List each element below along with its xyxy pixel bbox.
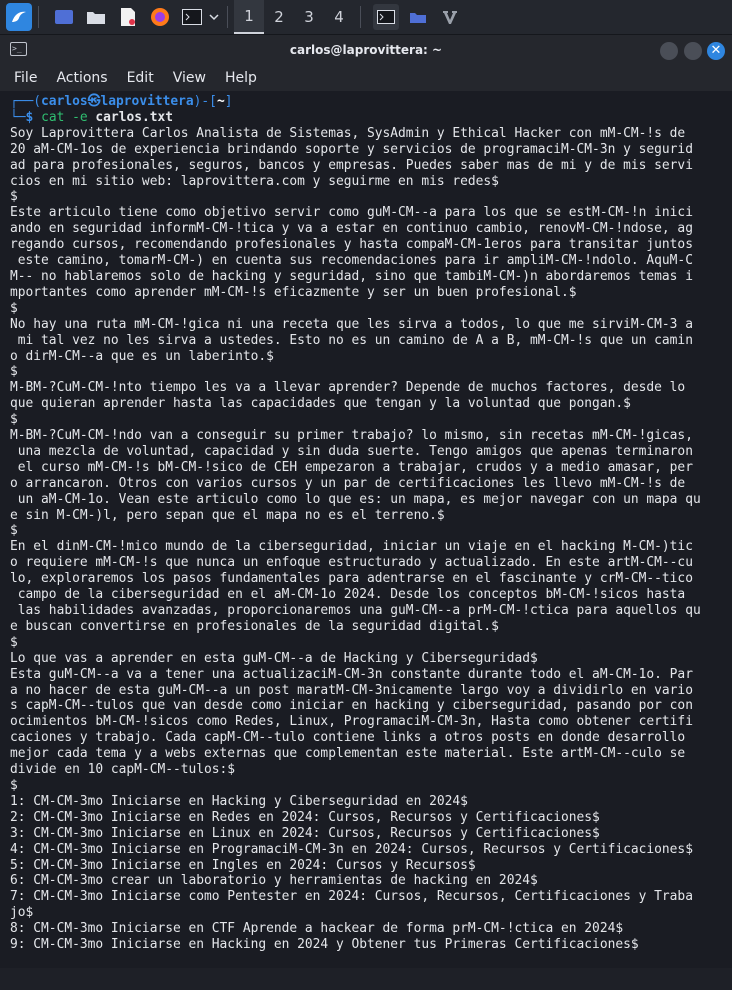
output-line: e buscan convertirse en profesionales de la seguridad digital.$: [10, 618, 499, 634]
output-line: $: [10, 300, 18, 316]
output-line: ando en seguridad informM-CM-!tica y va a estar en continuo cambio, renovM-CM-!ndose, ag: [10, 221, 693, 237]
output-line: las habilidades avanzadas, proporcionaremos una guM-CM--a prM-CM-!ctica para aquellos qu: [10, 603, 701, 618]
output-line: e sin M-CM-)l, pero sepan que el mapa no es el terreno.$: [10, 507, 445, 523]
output-line: $: [10, 189, 18, 205]
menu-file[interactable]: File: [14, 70, 38, 86]
workspace-1[interactable]: 1: [234, 0, 264, 34]
menu-help[interactable]: Help: [224, 70, 257, 86]
maximize-button[interactable]: [684, 42, 702, 60]
output-line: 4: CM-CM-3mo Iniciarse en ProgramaciM-CM-3n en 2024: Cursos, Recursos y Certificaciones$: [10, 841, 693, 857]
prompt-line-2: └─$: [10, 109, 34, 125]
workspace-3[interactable]: 3: [304, 8, 314, 26]
output-line: 8: CM-CM-3mo Iniciarse en CTF Aprende a hackear de forma prM-CM-!ctica en 2024$: [10, 921, 624, 937]
output-line: o arrancaron. Otros con varios cursos y un par de certificaciones les llevo mM-CM-!s de: [10, 475, 686, 491]
window-title: carlos@laprovittera: ~: [289, 43, 443, 57]
command-text: cat -e: [41, 109, 88, 125]
output-line: ad para profesionales, seguros, bancos y empresas. Puedes saber mas de mi y de mis servi: [10, 157, 693, 173]
output-line: mejor cada tema y a webs externas que complementan este material. Este artM-CM--culo se: [10, 746, 686, 762]
workspace-2[interactable]: 2: [274, 8, 284, 26]
output-line: lo, exploraremos los pasos fundamentales para adentrarse en el fascinante y crM-CM--tico: [10, 571, 693, 587]
workspace-4[interactable]: 4: [334, 8, 344, 26]
command-argument: carlos.txt: [95, 109, 174, 125]
file-manager-icon[interactable]: [83, 4, 109, 30]
panel-separator: [227, 6, 228, 28]
prompt-at-symbol: ㉿: [87, 94, 101, 109]
output-line: Soy Laprovittera Carlos Analista de Sistemas, SysAdmin y Ethical Hacker con mM-CM-!s de: [10, 125, 686, 141]
close-icon: ✕: [710, 43, 722, 58]
top-panel: [0, 0, 732, 35]
terminal-output-area[interactable]: [0, 91, 732, 968]
output-line: ocimientos bM-CM-!sicos como Redes, Linux, ProgramaciM-CM-3n, Hasta como obtener certifi: [10, 714, 693, 730]
output-line: 2: CM-CM-3mo Iniciarse en Redes en 2024: Cursos, Recursos y Certificaciones$: [10, 809, 600, 825]
output-line: s capM-CM--tulos que van desde como iniciar en hacking y ciberseguridad, pasando por con: [10, 698, 693, 714]
output-line: un aM-CM-1o. Vean este articulo como lo que es: un mapa, es mejor navegar con un mapa qu: [10, 491, 701, 507]
output-line: M-- no hablaremos solo de hacking y seguridad, sino que tambiM-CM-)n abordaremos temas i: [10, 268, 693, 284]
output-line: una mezcla de voluntad, capacidad y sin duda suerte. Tengo amigos que apenas terminaron: [10, 443, 693, 459]
vim-window-icon[interactable]: [437, 4, 463, 30]
output-line: Este articulo tiene como objetivo servir como guM-CM--a para los que se estM-CM-!n inici: [10, 205, 693, 221]
minimize-button[interactable]: [660, 42, 678, 60]
prompt-host: laprovittera: [100, 94, 194, 109]
menu-actions[interactable]: Actions: [56, 70, 108, 86]
output-line: M-BM-?CuM-CM-!nto tiempo les va a llevar aprender? Depende de muchos factores, desde lo: [10, 380, 686, 396]
output-line: 6: CM-CM-3mo crear un laboratorio y herramientas de hacking en 2024$: [10, 873, 538, 889]
output-line: cios en mi sitio web: laprovittera.com y seguirme en mis redes$: [10, 173, 499, 189]
output-line: el curso mM-CM-!s bM-CM-!sico de CEH empezaron a trabajar, crudos y a medio amasar, per: [10, 459, 693, 475]
output-line: M-BM-?CuM-CM-!ndo van a conseguir su primer trabajo? lo mismo, sin recetas mM-CM-!gicas,: [10, 428, 693, 444]
output-line: En el dinM-CM-!mico mundo de la ciberseguridad, iniciar un viaje en el hacking M-CM-)tic: [10, 539, 693, 555]
desktop-icon[interactable]: [51, 4, 77, 30]
folder-window-icon[interactable]: [405, 4, 431, 30]
output-line: caciones y trabajo. Cada capM-CM--tulo contiene links a otros posts en donde desarrollo: [10, 730, 686, 746]
output-line: $: [10, 412, 18, 428]
output-line: divide en 10 capM-CM--tulos:$: [10, 762, 236, 778]
output-line: o requiere mM-CM-!s que nunca un enfoque estructurado y actualizado. En este artM-CM--cu: [10, 555, 693, 571]
output-line: campo de la ciberseguridad en el aM-CM-1o 2024. Desde los conceptos bM-CM-!sicos hasta: [10, 587, 686, 603]
output-line: que quieran aprender hasta las capacidades que tengan y la voluntad que pongan.$: [10, 396, 631, 412]
menu-edit[interactable]: Edit: [126, 70, 154, 86]
output-line: o dirM-CM--a que es un laberinto.$: [10, 348, 274, 364]
close-button[interactable]: [707, 42, 725, 60]
dropdown-icon[interactable]: [207, 4, 221, 30]
panel-separator: [360, 6, 361, 28]
output-line: regando cursos, recomendando profesionales y hasta compaM-CM-1eros para transitar juntos: [10, 237, 693, 253]
output-line: 1: CM-CM-3mo Iniciarse en Hacking y Ciberseguridad en 2024$: [10, 793, 468, 809]
prompt-user: carlos: [41, 94, 88, 109]
output-line: Lo que vas a aprender en esta guM-CM--a de Hacking y Ciberseguridad$: [10, 650, 538, 666]
output-line: mportantes como aprender mM-CM-!s eficazmente y ser un buen profesional.$: [10, 284, 577, 300]
output-line: $: [10, 634, 18, 650]
output-line: 3: CM-CM-3mo Iniciarse en Linux en 2024: Cursos, Recursos y Certificaciones$: [10, 825, 600, 841]
bottom-strip: [0, 968, 732, 990]
firefox-icon[interactable]: [147, 4, 173, 30]
output-line: $: [10, 523, 18, 539]
output-line: mi tal vez no les sirva a ustedes. Esto no es un camino de A a B, mM-CM-!s que un camin: [10, 332, 693, 348]
output-line: 5: CM-CM-3mo Iniciarse en Ingles en 2024: Cursos y Recursos$: [10, 857, 476, 873]
output-line: a no hacer de esta guM-CM--a un post maratM-CM-3nicamente largo voy a dividirlo en vario: [10, 682, 693, 698]
kali-menu-icon[interactable]: [6, 4, 32, 30]
output-line: este camino, tomarM-CM-) en cuenta sus recomendaciones para ir ampliM-CM-!ndolo. AquM-C: [10, 253, 693, 269]
terminal-window-icon[interactable]: [373, 4, 399, 30]
output-line: 20 aM-CM-1os de experiencia brindando soporte y servicios de programaciM-CM-3n y segurid: [10, 141, 693, 157]
output-line: jo$: [10, 905, 34, 921]
terminal-app-icon: >_: [10, 42, 27, 56]
output-line: 7: CM-CM-3mo Iniciarse como Pentester en 2024: Cursos, Recursos, Certificaciones y Traba: [10, 889, 693, 905]
file-contents: [10, 126, 701, 952]
menu-bar: [0, 65, 732, 91]
panel-separator: [38, 6, 39, 28]
text-editor-icon[interactable]: [115, 4, 141, 30]
output-line: No hay una ruta mM-CM-!gica ni una receta que les sirva a todos, lo que me sirviM-CM-3 a: [10, 316, 693, 332]
menu-view[interactable]: View: [172, 70, 206, 86]
prompt-dir: ~: [216, 94, 225, 109]
window-titlebar[interactable]: [0, 35, 732, 65]
output-line: Esta guM-CM--a va a tener una actualizaciM-CM-3n constante durante todo el aM-CM-1o. Par: [10, 666, 693, 682]
prompt-line-1: ┌──(carlos㉿laprovittera)-[~]: [10, 94, 233, 109]
output-line: $: [10, 777, 18, 793]
output-line: 9: CM-CM-3mo Iniciarse en Hacking en 2024 y Obtener tus Primeras Certificaciones$: [10, 937, 639, 953]
terminal-icon[interactable]: [179, 4, 205, 30]
output-line: $: [10, 364, 18, 380]
